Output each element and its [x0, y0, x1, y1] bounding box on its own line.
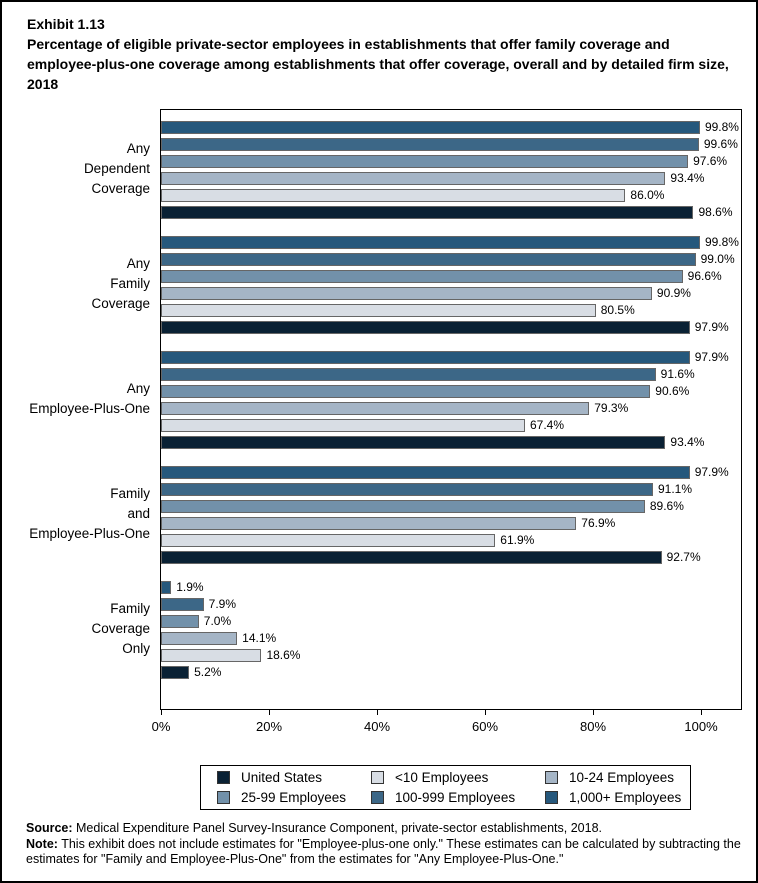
bar — [161, 321, 690, 334]
bar-row — [161, 647, 741, 664]
category-label — [2, 233, 150, 335]
bar-row — [161, 549, 741, 566]
bar-row — [161, 498, 741, 515]
bar-value-label: 97.9% — [694, 465, 729, 479]
axis-tick — [593, 709, 594, 715]
note-text: This exhibit does not include estimates for "Employee-plus-one only." These estimates can be calculated by subtracting the estimates for "Family and Employee-Plus-One" from the estimates for "Any Employee-Plus-One." — [26, 836, 741, 866]
bar-row — [161, 285, 741, 302]
bar — [161, 351, 690, 364]
category-label-line: Any — [126, 141, 150, 156]
bar — [161, 517, 576, 530]
bar — [161, 385, 650, 398]
legend-swatch — [371, 771, 384, 784]
legend-swatch — [217, 771, 230, 784]
bar — [161, 402, 589, 415]
legend-item — [545, 770, 690, 785]
bar-value-label: 79.3% — [594, 401, 629, 415]
category-label-line: and — [127, 506, 150, 521]
bar — [161, 419, 525, 432]
bar — [161, 138, 699, 151]
bar-value-label: 96.6% — [687, 269, 722, 283]
legend-swatch — [217, 791, 230, 804]
legend-item — [217, 770, 371, 785]
bar — [161, 581, 171, 594]
category-label-line: Only — [122, 641, 150, 656]
bar-row — [161, 349, 741, 366]
bar-value-label: 97.6% — [693, 154, 728, 168]
legend-label: 100-999 Employees — [395, 789, 516, 805]
bar-value-label: 93.4% — [670, 171, 705, 185]
bar-value-label: 90.6% — [655, 384, 690, 398]
category-label-line: Employee-Plus-One — [29, 401, 150, 416]
bar-value-label: 89.6% — [649, 499, 684, 513]
bar-group — [161, 119, 741, 221]
bar-row — [161, 481, 741, 498]
bar-row — [161, 302, 741, 319]
axis-tick-label: 60% — [472, 719, 499, 734]
axis-tick — [269, 709, 270, 715]
bar-value-label: 91.1% — [657, 482, 692, 496]
legend-item — [371, 790, 545, 805]
bar-value-label: 18.6% — [266, 648, 301, 662]
bar — [161, 287, 652, 300]
axis-tick-label: 40% — [363, 719, 391, 734]
bar-row — [161, 630, 741, 647]
bar-row — [161, 319, 741, 336]
category-label-line: Any — [126, 381, 150, 396]
bar — [161, 172, 665, 185]
bar-row — [161, 136, 741, 153]
plot-area — [151, 109, 742, 734]
category-label-line: Coverage — [91, 181, 150, 196]
bar-row — [161, 400, 741, 417]
bar-row — [161, 366, 741, 383]
legend-label: 10-24 Employees — [569, 770, 675, 786]
category-label — [2, 348, 150, 450]
bar-row — [161, 234, 741, 251]
category-label — [2, 463, 150, 565]
bar-row — [161, 434, 741, 451]
legend-swatch — [545, 791, 558, 804]
axis-tick-label: 0% — [151, 719, 171, 734]
legend-swatch — [371, 791, 384, 804]
bar-row — [161, 251, 741, 268]
bar — [161, 615, 199, 628]
axis-tick — [485, 709, 486, 715]
category-label-line: Family — [110, 601, 150, 616]
bar-value-label: 91.6% — [660, 367, 695, 381]
bar-row — [161, 383, 741, 400]
bar-row — [161, 664, 741, 681]
bar-row — [161, 417, 741, 434]
note-label: Note: — [26, 836, 58, 851]
category-label — [2, 578, 150, 680]
category-label-line: Family — [110, 276, 150, 291]
source-line — [26, 821, 742, 837]
bar-row — [161, 579, 741, 596]
bar-value-label: 93.4% — [670, 435, 705, 449]
source-label: Source: — [26, 821, 73, 835]
bar-group — [161, 234, 741, 336]
bar-value-label: 92.7% — [666, 550, 701, 564]
bar-value-label: 14.1% — [242, 631, 277, 645]
legend-label: United States — [241, 770, 323, 786]
category-label-line: Coverage — [91, 621, 150, 636]
bar — [161, 534, 495, 547]
bar-value-label: 99.8% — [704, 120, 739, 134]
bar-row — [161, 153, 741, 170]
bar-value-label: 99.8% — [704, 235, 739, 249]
legend-item — [217, 790, 371, 805]
bar-row — [161, 613, 741, 630]
bar — [161, 155, 688, 168]
bar-row — [161, 532, 741, 549]
bar-group — [161, 579, 741, 681]
category-label-line: Dependent — [83, 161, 150, 176]
bar-row — [161, 187, 741, 204]
bar — [161, 270, 683, 283]
bar — [161, 466, 690, 479]
bar-value-label: 99.0% — [700, 252, 735, 266]
legend-label: 1,000+ Employees — [569, 789, 682, 805]
exhibit-number: Exhibit 1.13 — [27, 16, 105, 32]
bar — [161, 121, 700, 134]
bar-value-label: 97.9% — [694, 320, 729, 334]
bar — [161, 189, 625, 202]
bar-value-label: 90.9% — [656, 286, 691, 300]
bar-group — [161, 349, 741, 451]
bar — [161, 368, 656, 381]
chart-legend — [200, 765, 691, 810]
note-line — [26, 837, 742, 868]
bar — [161, 436, 665, 449]
axis-tick-label: 20% — [255, 719, 283, 734]
bar-row — [161, 268, 741, 285]
bar-row — [161, 464, 741, 481]
bar-value-label: 7.9% — [208, 597, 237, 611]
bar — [161, 551, 662, 564]
axis-tick — [377, 709, 378, 715]
legend-label: 25-99 Employees — [241, 789, 347, 805]
bar — [161, 500, 645, 513]
bar-row — [161, 596, 741, 613]
bar-value-label: 76.9% — [581, 516, 616, 530]
grouped-bar-chart — [2, 2, 756, 881]
bar-value-label: 1.9% — [176, 580, 204, 594]
footer-notes — [26, 821, 742, 868]
bar — [161, 206, 693, 219]
category-label — [2, 118, 150, 220]
axis-tick — [161, 709, 162, 715]
bar-value-label: 97.9% — [694, 350, 729, 364]
axis-tick-label: 80% — [580, 719, 607, 734]
bar-value-label: 7.0% — [203, 614, 232, 628]
page-title: Percentage of eligible private-sector employees in establishments that offer family coverage and employee-plus-one coverage among establishments that offer coverage, overall and by detailed firm size, 2018 — [27, 36, 729, 92]
bar-group — [161, 464, 741, 566]
source-text: Medical Expenditure Panel Survey-Insurance Component, private-sector establishments, 2018. — [72, 821, 602, 835]
category-label-line: Coverage — [91, 296, 150, 311]
legend-label: <10 Employees — [395, 770, 489, 786]
bar — [161, 236, 700, 249]
bar — [161, 304, 596, 317]
bar — [161, 632, 237, 645]
bar-row — [161, 204, 741, 221]
bar-value-label: 99.6% — [703, 137, 738, 151]
bar-row — [161, 515, 741, 532]
bar-value-label: 67.4% — [529, 418, 565, 432]
bar-row — [161, 170, 741, 187]
bar-value-label: 80.5% — [600, 303, 635, 317]
bar — [161, 483, 653, 496]
bar-value-label: 5.2% — [194, 665, 222, 679]
bar-row — [161, 119, 741, 136]
legend-item — [545, 790, 690, 805]
bar — [161, 666, 189, 679]
bar — [161, 649, 261, 662]
category-label-line: Family — [110, 486, 150, 501]
bar-value-label: 61.9% — [500, 533, 535, 547]
category-label-line: Any — [126, 256, 150, 271]
bar — [161, 253, 696, 266]
category-label-line: Employee-Plus-One — [29, 526, 150, 541]
legend-swatch — [545, 771, 558, 784]
axis-tick-label: 100% — [684, 719, 718, 734]
bar — [161, 598, 204, 611]
axis-tick — [701, 709, 702, 715]
legend-item — [371, 770, 545, 785]
bar-value-label: 98.6% — [698, 205, 733, 219]
bar-value-label: 86.0% — [630, 188, 665, 202]
